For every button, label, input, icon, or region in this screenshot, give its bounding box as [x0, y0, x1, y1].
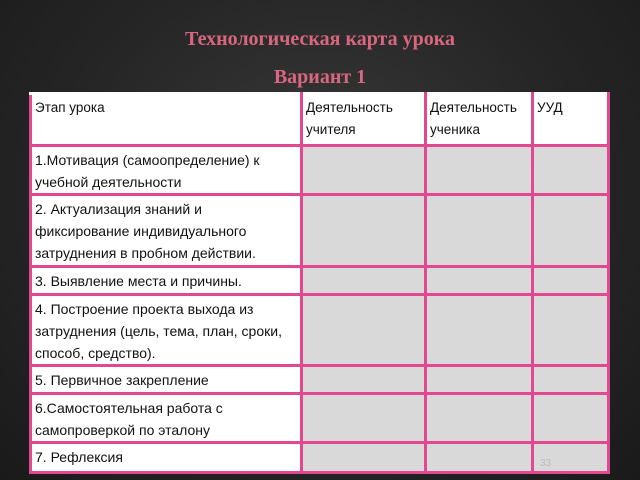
student-activity-cell[interactable]: [426, 195, 533, 267]
uud-cell[interactable]: [533, 366, 609, 394]
teacher-activity-cell[interactable]: [302, 443, 426, 473]
stage-cell: 3. Выявление места и причины.: [31, 267, 302, 295]
teacher-activity-cell[interactable]: [302, 295, 426, 366]
teacher-activity-cell[interactable]: [302, 195, 426, 267]
slide-title: Технологическая карта урока: [185, 28, 455, 50]
stage-cell: 1.Мотивация (самоопределение) к учебной деятельности: [31, 146, 302, 195]
teacher-activity-cell[interactable]: [302, 267, 426, 295]
teacher-activity-cell[interactable]: [302, 394, 426, 443]
student-activity-cell[interactable]: [426, 146, 533, 195]
header-stage: Этап урока: [31, 94, 302, 146]
header-uud: УУД: [533, 94, 609, 146]
stage-cell: 2. Актуализация знаний и фиксирование индивидуального затруднения в пробном действии.: [31, 195, 302, 267]
stage-cell: 7. Рефлексия: [31, 443, 302, 473]
table-row: [31, 195, 609, 267]
header-student-activity: Деятельность ученика: [426, 94, 533, 146]
teacher-activity-cell[interactable]: [302, 366, 426, 394]
uud-cell[interactable]: [533, 295, 609, 366]
uud-cell[interactable]: [533, 195, 609, 267]
uud-cell[interactable]: [533, 146, 609, 195]
table-row: [31, 443, 609, 473]
table-row: [31, 267, 609, 295]
stage-cell: 4. Построение проекта выхода из затруднения (цель, тема, план, сроки, способ, средство).: [31, 295, 302, 366]
student-activity-cell[interactable]: [426, 394, 533, 443]
uud-cell[interactable]: [533, 267, 609, 295]
table-row: [31, 295, 609, 366]
lesson-map-table: [29, 92, 610, 474]
student-activity-cell[interactable]: [426, 366, 533, 394]
table-header-row: [31, 94, 609, 146]
page-number: 33: [540, 458, 552, 469]
table-row: [31, 366, 609, 394]
uud-cell[interactable]: [533, 394, 609, 443]
student-activity-cell[interactable]: [426, 295, 533, 366]
student-activity-cell[interactable]: [426, 267, 533, 295]
stage-cell: 5. Первичное закрепление: [31, 366, 302, 394]
slide-subtitle: Вариант 1: [273, 66, 367, 88]
table-row: [31, 394, 609, 443]
table-row: [31, 146, 609, 195]
student-activity-cell[interactable]: [426, 443, 533, 473]
header-teacher-activity: Деятельность учителя: [302, 94, 426, 146]
teacher-activity-cell[interactable]: [302, 146, 426, 195]
stage-cell: 6.Самостоятельная работа с самопроверкой по эталону: [31, 394, 302, 443]
